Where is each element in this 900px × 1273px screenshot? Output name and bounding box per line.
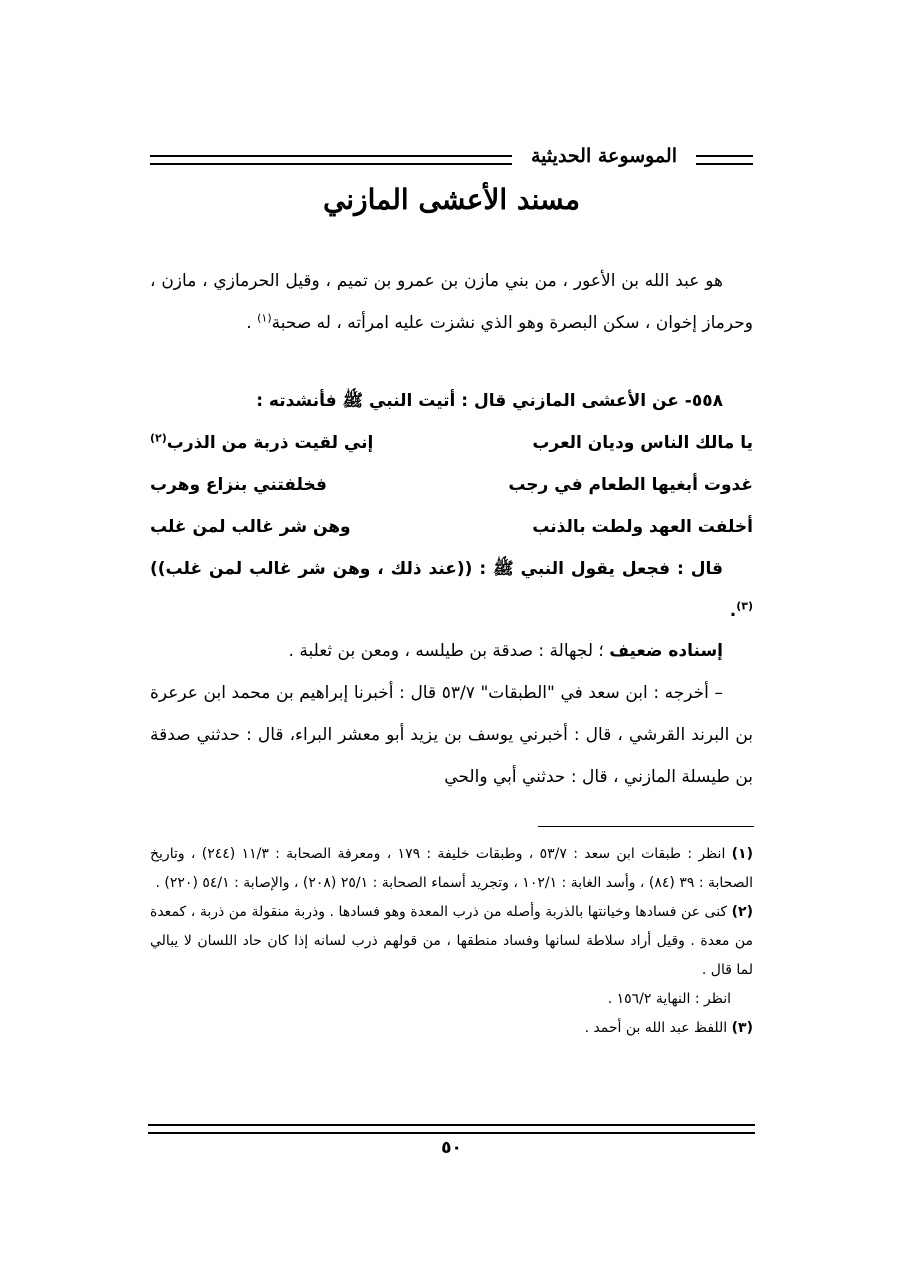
verse-second-text: إني لقيت ذربة من الذرب [166, 433, 374, 453]
saying-end: . [729, 601, 737, 621]
page-number: ٥٠ [441, 1138, 462, 1158]
takhrij-paragraph: – أخرجه : ابن سعد في "الطبقات" ٥٣/٧ قال : أخبرنا إبراهيم بن محمد ابن عرعرة بن البرند القرشي ، قال : أخبرني يوسف بن يزيد أبو معشر البراء، قال : حدثني صدقة بن طيسلة المازني ، قال : حدثني أبي والحي [150, 683, 753, 787]
running-title: الموسوعة الحديثية [531, 145, 677, 167]
footnote-text: اللفظ عبد الله بن أحمد . [584, 1020, 732, 1036]
footnote-number: (١) [731, 846, 753, 862]
footnote-2 [150, 898, 753, 985]
footnote-text: كنى عن فسادها وخيانتها بالذربة وأصله من ذرب المعدة وهو فسادها . وذربة منقولة من ذربة ، كمعدة من معدة . وقيل أراد سلاطة لسانها وفساد منطقها ، من قولهم ذرب لسانه إذا كان حاد اللسان لا يبالي لما قال . [150, 904, 753, 978]
footnote-number: (٣) [731, 1020, 753, 1036]
footnote-2-ref [150, 985, 753, 1014]
grading-and-takhrij [150, 630, 753, 798]
footnote-ref-2: (٢) [150, 431, 167, 445]
grading-label: إسناده ضعيف [609, 641, 723, 661]
hadith-section [150, 380, 753, 632]
footnote-text: انظر : طبقات ابن سعد : ٥٣/٧ ، وطبقات خليفة : ١٧٩ ، ومعرفة الصحابة : ١١/٣ (٢٤٤) ، وتاريخ الصحابة : ٣٩ (٨٤) ، وأسد الغابة : ١٠٢/١ ، وتجريد أسماء الصحابة : ٢٥/١ (٢٠٨) ، والإصابة : ٥٤/١ (٢٢٠) . [150, 846, 753, 891]
intro-paragraph [150, 260, 753, 344]
running-header [150, 140, 753, 176]
verse-second-hemistich: فخلفتني بنزاع وهرب [150, 475, 327, 495]
header-rule-left [150, 155, 512, 165]
footnote-number: (٢) [731, 904, 753, 920]
bottom-rule [148, 1124, 755, 1134]
intro-body: هو عبد الله بن الأعور ، من بني مازن بن عمرو بن تميم ، وقيل الحرمازي ، مازن ، وحرماز إخوان ، سكن البصرة وهو الذي نشزت عليه امرأته ، له صحبة [150, 271, 753, 333]
footnote-3 [150, 1014, 753, 1043]
header-rule-right [696, 155, 753, 165]
footnote-text: انظر : النهاية ١٥٦/٢ . [607, 991, 731, 1007]
verse-line [150, 464, 753, 506]
verse-second-hemistich [150, 422, 373, 464]
verse-first-hemistich: غدوت أبغيها الطعام في رجب [508, 475, 753, 495]
saying-text: قال : فجعل يقول النبي ﷺ : ((عند ذلك ، وهن شر غالب لمن غلب)) [150, 559, 723, 579]
hadith-heading: ٥٥٨- عن الأعشى المازني قال : أتيت النبي ﷺ فأنشدته : [256, 391, 723, 411]
footnote-1 [150, 840, 753, 898]
footnote-ref-3: (٣) [736, 599, 753, 613]
verse-line [150, 422, 753, 464]
verse-first-hemistich: أخلفت العهد ولطت بالذنب [532, 517, 753, 537]
grading-paragraph [150, 630, 753, 672]
footnote-separator [538, 826, 754, 827]
footnotes [150, 840, 753, 1043]
prophet-saying [150, 548, 753, 632]
intro-end: . [246, 313, 258, 333]
verse-first-hemistich: يا مالك الناس وديان العرب [532, 433, 753, 453]
grading-text: ؛ لجهالة : صدقة بن طيلسه ، ومعن بن ثعلبة . [288, 641, 610, 661]
verse-line [150, 506, 753, 548]
verse-second-hemistich: وهن شر غالب لمن غلب [150, 517, 351, 537]
footnote-ref-1: (١) [257, 311, 272, 325]
intro-text [150, 260, 753, 344]
section-title: مسند الأعشى المازني [322, 183, 581, 216]
